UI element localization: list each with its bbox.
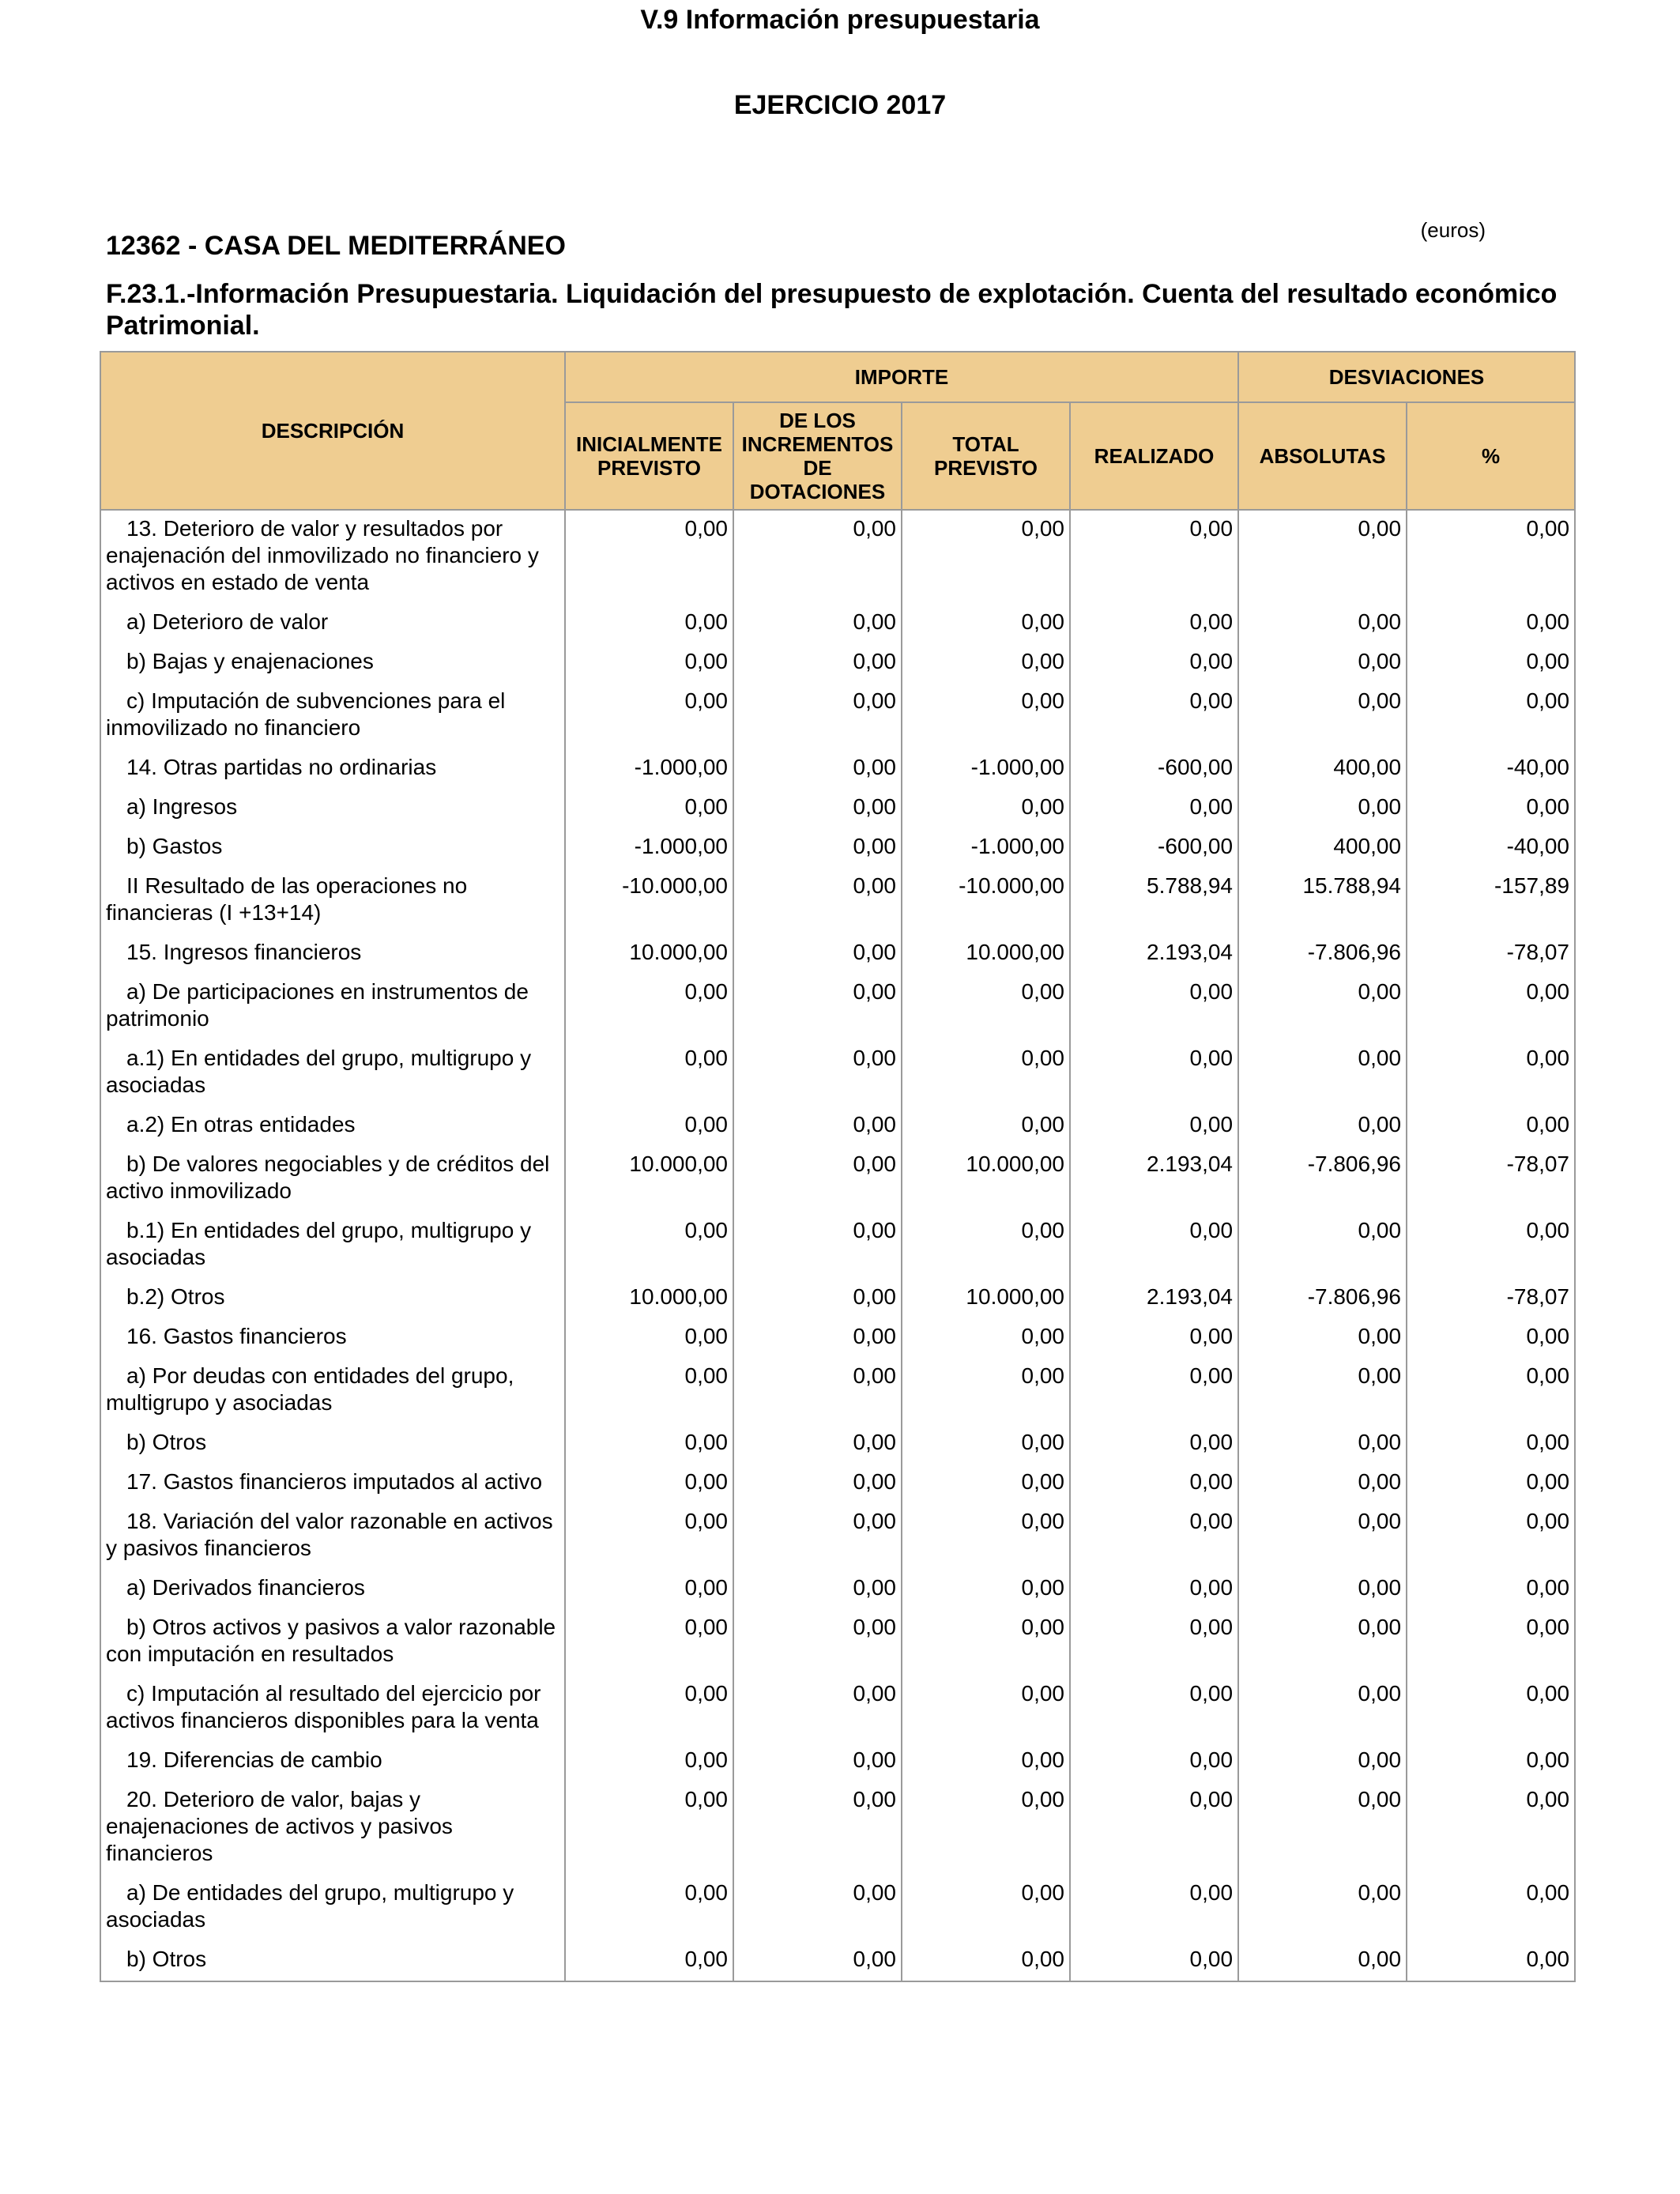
cell-incrementos-dotaciones: 0,00 [733,1609,902,1676]
table-row [100,1318,1575,1358]
cell-realizado: 0,00 [1070,1570,1238,1609]
cell-total-previsto: 0,00 [902,1875,1070,1941]
cell-absolutas: 0,00 [1238,604,1407,643]
cell-total-previsto: -1.000,00 [902,828,1070,868]
cell-inicialmente-previsto: 0,00 [565,683,733,749]
table-row [100,974,1575,1040]
row-description: II Resultado de las operaciones no financieras (I +13+14) [100,868,565,934]
cell-inicialmente-previsto: 10.000,00 [565,1279,733,1318]
cell-realizado: 0,00 [1070,604,1238,643]
cell-incrementos-dotaciones: 0,00 [733,828,902,868]
row-description: b) Bajas y enajenaciones [100,643,565,683]
cell-percent: 0,00 [1407,1212,1575,1279]
cell-incrementos-dotaciones: 0,00 [733,789,902,828]
row-description: a) Deterioro de valor [100,604,565,643]
cell-incrementos-dotaciones: 0,00 [733,604,902,643]
fiscal-year-title: EJERCICIO 2017 [733,90,947,120]
cell-percent: 0,00 [1407,1318,1575,1358]
cell-incrementos-dotaciones: 0,00 [733,1742,902,1781]
cell-realizado: 0,00 [1070,789,1238,828]
cell-total-previsto: 0,00 [902,510,1070,604]
table-row [100,1676,1575,1742]
table-row [100,1464,1575,1503]
cell-absolutas: 0,00 [1238,1424,1407,1464]
row-description: b.1) En entidades del grupo, multigrupo y asociadas [100,1212,565,1279]
cell-percent: 0,00 [1407,643,1575,683]
table-row [100,1040,1575,1106]
cell-percent: 0,00 [1407,1609,1575,1676]
row-description: 15. Ingresos financieros [100,934,565,974]
cell-realizado: 0,00 [1070,1040,1238,1106]
cell-incrementos-dotaciones: 0,00 [733,1318,902,1358]
row-description: 17. Gastos financieros imputados al activo [100,1464,565,1503]
cell-percent: 0,00 [1407,1570,1575,1609]
cell-realizado: 0,00 [1070,1318,1238,1358]
cell-absolutas: 0,00 [1238,1358,1407,1424]
row-description: b) Gastos [100,828,565,868]
table-row [100,1570,1575,1609]
column-header-percent: % [1407,402,1575,510]
row-description: a) De entidades del grupo, multigrupo y asociadas [100,1875,565,1941]
table-row [100,510,1575,604]
cell-inicialmente-previsto: 0,00 [565,1212,733,1279]
row-description: 14. Otras partidas no ordinarias [100,749,565,789]
cell-inicialmente-previsto: 0,00 [565,1424,733,1464]
row-description: 19. Diferencias de cambio [100,1742,565,1781]
row-description: a.2) En otras entidades [100,1106,565,1146]
cell-realizado: -600,00 [1070,749,1238,789]
cell-percent: 0,00 [1407,1676,1575,1742]
cell-realizado: 2.193,04 [1070,1279,1238,1318]
cell-percent: 0,00 [1407,1742,1575,1781]
cell-percent: 0,00 [1407,604,1575,643]
cell-inicialmente-previsto: 0,00 [565,510,733,604]
cell-absolutas: 0,00 [1238,1609,1407,1676]
cell-total-previsto: 10.000,00 [902,934,1070,974]
cell-total-previsto: 0,00 [902,1503,1070,1570]
cell-absolutas: 0,00 [1238,1464,1407,1503]
table-row [100,1212,1575,1279]
section-title: F.23.1.-Información Presupuestaria. Liquidación del presupuesto de explotación. Cuenta del resultado económico Patrimonial. [106,279,1558,341]
cell-percent: -40,00 [1407,828,1575,868]
row-description: a) Ingresos [100,789,565,828]
cell-realizado: 0,00 [1070,1503,1238,1570]
cell-absolutas: 0,00 [1238,1676,1407,1742]
cell-percent: 0,00 [1407,1781,1575,1875]
cell-absolutas: 0,00 [1238,789,1407,828]
cell-incrementos-dotaciones: 0,00 [733,643,902,683]
cell-realizado: 0,00 [1070,1424,1238,1464]
cell-total-previsto: 0,00 [902,643,1070,683]
table-body [100,510,1575,1981]
cell-absolutas: 0,00 [1238,974,1407,1040]
table-row [100,683,1575,749]
cell-absolutas: -7.806,96 [1238,934,1407,974]
cell-inicialmente-previsto: 0,00 [565,1875,733,1941]
cell-realizado: 0,00 [1070,1212,1238,1279]
cell-incrementos-dotaciones: 0,00 [733,1503,902,1570]
cell-percent: 0,00 [1407,1358,1575,1424]
row-description: a) Por deudas con entidades del grupo, multigrupo y asociadas [100,1358,565,1424]
page-title: V.9 Información presupuestaria [640,5,1040,35]
cell-realizado: 0,00 [1070,1609,1238,1676]
cell-realizado: 0,00 [1070,683,1238,749]
cell-inicialmente-previsto: 0,00 [565,1742,733,1781]
cell-inicialmente-previsto: -1.000,00 [565,828,733,868]
cell-absolutas: 0,00 [1238,643,1407,683]
cell-absolutas: 0,00 [1238,1941,1407,1981]
cell-incrementos-dotaciones: 0,00 [733,1875,902,1941]
cell-incrementos-dotaciones: 0,00 [733,1146,902,1212]
cell-incrementos-dotaciones: 0,00 [733,1040,902,1106]
cell-inicialmente-previsto: 0,00 [565,1781,733,1875]
budget-table [100,351,1576,1982]
cell-incrementos-dotaciones: 0,00 [733,510,902,604]
table-row [100,868,1575,934]
entity-name: 12362 - CASA DEL MEDITERRÁNEO [106,231,566,261]
row-description: b) Otros [100,1424,565,1464]
cell-realizado: 0,00 [1070,1358,1238,1424]
table-row [100,1781,1575,1875]
table-row [100,1609,1575,1676]
cell-total-previsto: 10.000,00 [902,1279,1070,1318]
row-description: 13. Deterioro de valor y resultados por enajenación del inmovilizado no financiero y activos en estado de venta [100,510,565,604]
table-row [100,749,1575,789]
cell-inicialmente-previsto: 0,00 [565,1358,733,1424]
cell-incrementos-dotaciones: 0,00 [733,974,902,1040]
cell-total-previsto: -1.000,00 [902,749,1070,789]
cell-absolutas: 0,00 [1238,1212,1407,1279]
row-description: a) De participaciones en instrumentos de patrimonio [100,974,565,1040]
cell-percent: -157,89 [1407,868,1575,934]
cell-percent: -78,07 [1407,934,1575,974]
cell-incrementos-dotaciones: 0,00 [733,1570,902,1609]
table-row [100,604,1575,643]
column-header-description: DESCRIPCIÓN [100,352,565,510]
cell-inicialmente-previsto: 0,00 [565,1040,733,1106]
cell-absolutas: 400,00 [1238,828,1407,868]
cell-realizado: 0,00 [1070,1676,1238,1742]
cell-realizado: 0,00 [1070,1464,1238,1503]
cell-incrementos-dotaciones: 0,00 [733,1358,902,1424]
cell-realizado: 0,00 [1070,1875,1238,1941]
table-row [100,1875,1575,1941]
cell-percent: 0,00 [1407,1464,1575,1503]
cell-realizado: 0,00 [1070,1742,1238,1781]
cell-absolutas: 0,00 [1238,510,1407,604]
row-description: b) De valores negociables y de créditos del activo inmovilizado [100,1146,565,1212]
cell-total-previsto: 0,00 [902,1358,1070,1424]
cell-percent: 0,00 [1407,1503,1575,1570]
cell-absolutas: 0,00 [1238,683,1407,749]
row-description: b.2) Otros [100,1279,565,1318]
cell-percent: 0,00 [1407,683,1575,749]
cell-percent: -78,07 [1407,1279,1575,1318]
cell-absolutas: 0,00 [1238,1875,1407,1941]
cell-total-previsto: 0,00 [902,1781,1070,1875]
cell-percent: -40,00 [1407,749,1575,789]
column-header-total-previsto: TOTAL PREVISTO [902,402,1070,510]
row-description: 18. Variación del valor razonable en activos y pasivos financieros [100,1503,565,1570]
table-row [100,789,1575,828]
cell-realizado: 0,00 [1070,1781,1238,1875]
cell-inicialmente-previsto: -1.000,00 [565,749,733,789]
row-description: a) Derivados financieros [100,1570,565,1609]
cell-inicialmente-previsto: 0,00 [565,1318,733,1358]
cell-absolutas: 0,00 [1238,1040,1407,1106]
cell-total-previsto: 0,00 [902,1676,1070,1742]
table-row [100,1106,1575,1146]
row-description: a.1) En entidades del grupo, multigrupo y asociadas [100,1040,565,1106]
cell-absolutas: 0,00 [1238,1318,1407,1358]
cell-percent: 0,00 [1407,789,1575,828]
cell-absolutas: 0,00 [1238,1503,1407,1570]
table-row [100,643,1575,683]
cell-incrementos-dotaciones: 0,00 [733,1212,902,1279]
units-label: (euros) [1420,218,1486,242]
cell-percent: -78,07 [1407,1146,1575,1212]
cell-incrementos-dotaciones: 0,00 [733,1106,902,1146]
cell-inicialmente-previsto: 0,00 [565,1676,733,1742]
cell-realizado: 0,00 [1070,643,1238,683]
table-row [100,828,1575,868]
cell-absolutas: -7.806,96 [1238,1146,1407,1212]
cell-percent: 0,00 [1407,510,1575,604]
cell-total-previsto: 0,00 [902,1570,1070,1609]
cell-total-previsto: -10.000,00 [902,868,1070,934]
cell-total-previsto: 0,00 [902,683,1070,749]
cell-absolutas: 0,00 [1238,1742,1407,1781]
cell-total-previsto: 10.000,00 [902,1146,1070,1212]
cell-total-previsto: 0,00 [902,1424,1070,1464]
cell-inicialmente-previsto: 0,00 [565,974,733,1040]
cell-inicialmente-previsto: 0,00 [565,1570,733,1609]
column-header-realizado: REALIZADO [1070,402,1238,510]
cell-realizado: 2.193,04 [1070,1146,1238,1212]
cell-total-previsto: 0,00 [902,1106,1070,1146]
cell-incrementos-dotaciones: 0,00 [733,1424,902,1464]
cell-percent: 0,00 [1407,1040,1575,1106]
cell-inicialmente-previsto: -10.000,00 [565,868,733,934]
cell-realizado: 0,00 [1070,974,1238,1040]
table-row [100,1503,1575,1570]
group-header-importe: IMPORTE [565,352,1238,402]
cell-incrementos-dotaciones: 0,00 [733,1941,902,1981]
cell-total-previsto: 0,00 [902,1040,1070,1106]
cell-incrementos-dotaciones: 0,00 [733,868,902,934]
cell-inicialmente-previsto: 10.000,00 [565,934,733,974]
cell-percent: 0,00 [1407,1941,1575,1981]
table-row [100,1941,1575,1981]
cell-incrementos-dotaciones: 0,00 [733,1279,902,1318]
table-row [100,1742,1575,1781]
table-header [100,352,1575,510]
cell-absolutas: 0,00 [1238,1570,1407,1609]
cell-total-previsto: 0,00 [902,1212,1070,1279]
cell-total-previsto: 0,00 [902,789,1070,828]
cell-inicialmente-previsto: 0,00 [565,1106,733,1146]
cell-incrementos-dotaciones: 0,00 [733,1676,902,1742]
table-row [100,934,1575,974]
cell-percent: 0,00 [1407,1106,1575,1146]
cell-inicialmente-previsto: 0,00 [565,643,733,683]
cell-incrementos-dotaciones: 0,00 [733,1781,902,1875]
cell-percent: 0,00 [1407,1875,1575,1941]
cell-absolutas: -7.806,96 [1238,1279,1407,1318]
row-description: b) Otros [100,1941,565,1981]
cell-inicialmente-previsto: 0,00 [565,1609,733,1676]
cell-realizado: 0,00 [1070,1106,1238,1146]
column-header-incrementos-dotaciones: DE LOS INCREMENTOS DE DOTACIONES [733,402,902,510]
cell-realizado: 2.193,04 [1070,934,1238,974]
cell-realizado: -600,00 [1070,828,1238,868]
cell-incrementos-dotaciones: 0,00 [733,683,902,749]
cell-incrementos-dotaciones: 0,00 [733,934,902,974]
cell-absolutas: 0,00 [1238,1106,1407,1146]
row-description: 16. Gastos financieros [100,1318,565,1358]
cell-absolutas: 400,00 [1238,749,1407,789]
cell-total-previsto: 0,00 [902,1464,1070,1503]
table-row [100,1146,1575,1212]
column-header-inicialmente-previsto: INICIALMENTE PREVISTO [565,402,733,510]
cell-inicialmente-previsto: 0,00 [565,1503,733,1570]
cell-incrementos-dotaciones: 0,00 [733,1464,902,1503]
cell-inicialmente-previsto: 0,00 [565,1464,733,1503]
cell-realizado: 5.788,94 [1070,868,1238,934]
cell-realizado: 0,00 [1070,1941,1238,1981]
cell-total-previsto: 0,00 [902,1941,1070,1981]
cell-incrementos-dotaciones: 0,00 [733,749,902,789]
table-row [100,1279,1575,1318]
cell-inicialmente-previsto: 0,00 [565,604,733,643]
cell-total-previsto: 0,00 [902,1318,1070,1358]
cell-realizado: 0,00 [1070,510,1238,604]
cell-total-previsto: 0,00 [902,1609,1070,1676]
cell-absolutas: 15.788,94 [1238,868,1407,934]
cell-percent: 0,00 [1407,974,1575,1040]
table-row [100,1424,1575,1464]
row-description: c) Imputación de subvenciones para el inmovilizado no financiero [100,683,565,749]
cell-inicialmente-previsto: 0,00 [565,1941,733,1981]
cell-absolutas: 0,00 [1238,1781,1407,1875]
row-description: 20. Deterioro de valor, bajas y enajenaciones de activos y pasivos financieros [100,1781,565,1875]
row-description: b) Otros activos y pasivos a valor razonable con imputación en resultados [100,1609,565,1676]
cell-inicialmente-previsto: 10.000,00 [565,1146,733,1212]
cell-total-previsto: 0,00 [902,1742,1070,1781]
cell-total-previsto: 0,00 [902,974,1070,1040]
cell-total-previsto: 0,00 [902,604,1070,643]
group-header-desviaciones: DESVIACIONES [1238,352,1575,402]
table-row [100,1358,1575,1424]
cell-inicialmente-previsto: 0,00 [565,789,733,828]
cell-percent: 0,00 [1407,1424,1575,1464]
column-header-absolutas: ABSOLUTAS [1238,402,1407,510]
row-description: c) Imputación al resultado del ejercicio por activos financieros disponibles para la venta [100,1676,565,1742]
